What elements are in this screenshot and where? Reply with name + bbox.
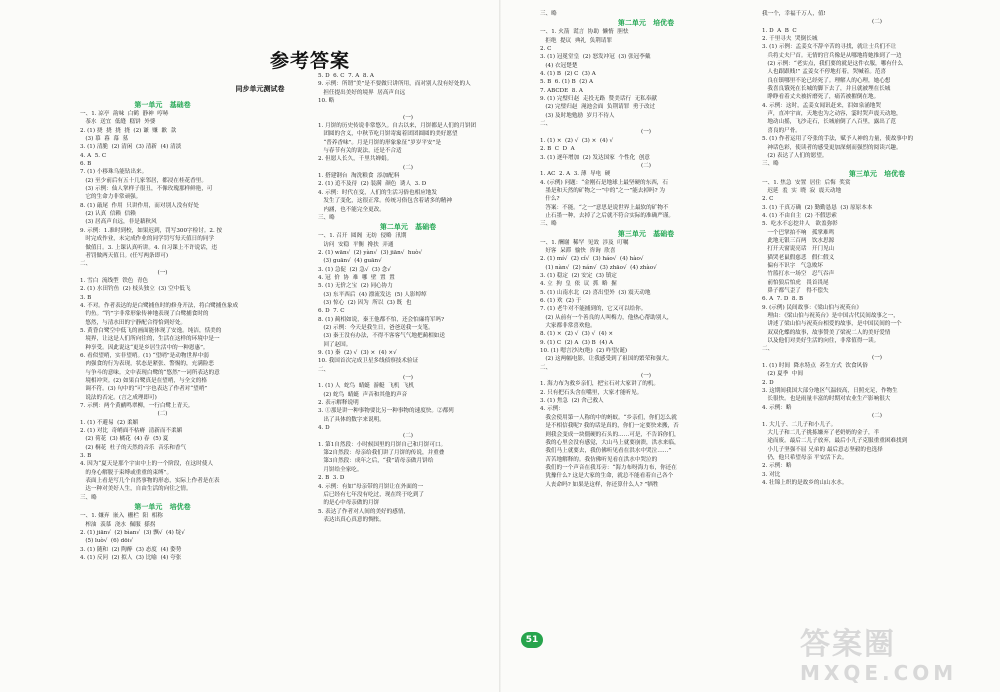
answer-line: 苦苦地解释的。我仿佛听见看在洪水中哭泣的 bbox=[540, 456, 658, 463]
answer-line: 3. (1) 清脆 (2) 清闲 (3) 清新 (4) 清淡 bbox=[80, 144, 182, 151]
answer-line: 以及他们对美好生活的向往，非常值得一读。 bbox=[762, 338, 880, 345]
answer-line: 9. 示例：所谓“美”是不要做只讲所用，而对别人没有好处的人 bbox=[318, 81, 471, 88]
answer-line: 二、 bbox=[80, 261, 92, 268]
answer-line: 则我会变成一块僵硬的石头的……可是，不告诉你们， bbox=[540, 431, 680, 438]
answer-line: 担任提出美好的境界 居高声自远 bbox=[318, 89, 406, 96]
answer-line: (3) 及时地勉励 岁月不待人 bbox=[540, 112, 615, 119]
answer-line: 4. 立 拘 皇 依 议 抓 略 握 bbox=[540, 281, 617, 288]
answer-line: 3. (1) 示例：孟姜女不辞辛苦的寻找，就让士兵们不让 bbox=[762, 44, 897, 51]
answer-line: 6. (1) 欢 (2) 于 bbox=[540, 298, 582, 304]
answer-line: 后已经有七年没有吃过，现在终于吃到了 bbox=[318, 491, 425, 498]
answer-line: 4. 壮锦上织的是故乡的山山水水。 bbox=[762, 479, 848, 486]
answer-line: 表面上看是写几个自然事物的形态，实际上作者是在表 bbox=[80, 478, 220, 485]
answer-line: (2) 示例：今天是我生日，爸爸送我一支笔。 bbox=[318, 324, 434, 331]
unit-header: 第三单元 培优卷 bbox=[848, 168, 906, 178]
answer-line: 回了赵国。 bbox=[318, 341, 352, 348]
answer-line: 1. 第1自然段：小时候国里的月饼自己和月饼可口。 bbox=[318, 441, 447, 448]
answer-line: 1. (1) 时间 降水特点 养生方式 饮食风俗 bbox=[762, 363, 868, 370]
answer-line: 仍，他只希望母亲 平安活下去。 bbox=[762, 454, 848, 461]
answer-line: 鼻子都气歪了 得不偿失 bbox=[762, 288, 829, 294]
answer-line: 兵将丈夫尸首。无情的官兵像是从哪地将她推到了一边 bbox=[762, 52, 902, 59]
column-1 bbox=[80, 100, 245, 685]
answer-line: 人也跟跟贱!” 孟姜女不停地打着，哭喊着。范喜 bbox=[762, 69, 887, 76]
answer-line: (二) bbox=[872, 19, 882, 26]
answer-line: 2. B 3. D bbox=[318, 475, 345, 482]
answer-line: (2) 完璧归赵 渑池会面 负荆请罪 勇于改过 bbox=[540, 104, 656, 111]
answer-line: 2. C bbox=[762, 196, 774, 203]
answer-line: 5. (1) 作者运用了夸张的手法，赋予人神的力量，使故事中的 bbox=[762, 136, 914, 143]
answer-line: (一) bbox=[157, 269, 168, 276]
answer-line: 一、1. 召开 圆阁 无纺 侵略 汛期 bbox=[318, 233, 407, 240]
answer-line: 2. 示例：略 bbox=[762, 463, 792, 470]
answer-line: 与春节有关的说法，还是不合适 bbox=[318, 148, 402, 155]
answer-line: 1. 月饼的历史传说非常悠久。自古以来，月饼都是人们的月饼团 bbox=[318, 123, 477, 130]
answer-line: 的身心解脱于束缚或重重的束缚”。 bbox=[80, 469, 173, 476]
answer-line: (二) bbox=[403, 433, 413, 440]
answer-line: 打开天窗说亮话 开门见山 bbox=[762, 246, 835, 253]
answer-line: 3. ①那是讲一种事物要比另一种事物的速度快。②都列 bbox=[318, 408, 454, 415]
answer-line: 茶水 送宜 低缝 糕饼 外婆 bbox=[80, 119, 156, 126]
page-fold bbox=[499, 0, 501, 692]
answer-line: 2. (1) mí√ (2) cǐ√ (3) háo√ (4) hào√ bbox=[540, 256, 644, 263]
answer-line: (一) bbox=[641, 373, 651, 380]
answer-line: (一) bbox=[403, 375, 413, 382]
answer-line: 我们马上就要去，我仿佛听见看在洪水中哭泣……” bbox=[540, 448, 672, 455]
answer-line: 2. (1) jiān√ (2) bìan√ (3) 飘√ (4) 绽√ bbox=[80, 529, 185, 536]
answer-line: 它的生命力非常顽强。 bbox=[80, 194, 142, 201]
answer-line: 小儿子坚强不屈 兄弟的 最后意志坚毅的也选择 bbox=[762, 446, 883, 453]
answer-line: 3. (1) 冠冕堂皇 (2) 怒发冲冠 (3) 张冠李戴 bbox=[540, 54, 651, 61]
answer-line: 此地无银三百两 饮水思源 bbox=[762, 237, 835, 244]
answer-line: 做值日。3. 上课认真听讲。4. 自习课上不许说话，违 bbox=[80, 244, 218, 251]
answer-line: 7. ABCDE 8. A bbox=[540, 87, 583, 94]
answer-line: (3) 惊心 (2) 因为 所以 (3) 既 也 bbox=[318, 299, 412, 306]
answer-line: 6. 看似望哨，实非望哨。(1) “望哨”是动物世界中弱 bbox=[80, 352, 209, 359]
answer-line: 3. B bbox=[80, 294, 92, 301]
answer-line: 我一个，幸福千万人，值! bbox=[762, 11, 826, 17]
answer-line: 4. A 5. C bbox=[80, 152, 107, 159]
answer-line: (2) 桐花 杜子的天然的音乐 音乐和香气 bbox=[80, 444, 187, 451]
answer-line: 4. (1) 不由自主 (2) 不假思索 bbox=[762, 212, 837, 219]
answer-line: 时完成作业，未完成作业的同学罚写每天值日的同学 bbox=[80, 236, 214, 243]
answer-line: 喜良的尸骨。 bbox=[762, 127, 801, 134]
answer-line: 发生了变化，这很正常。传统习俗包含着诸多的精神 bbox=[318, 198, 452, 205]
answer-line: 2. B C D A bbox=[540, 146, 575, 153]
answer-line: 团圆的含义，中秋节吃月饼寄寓着团团圆圆的美好愿望 bbox=[318, 131, 458, 138]
answer-line: 2. D bbox=[762, 379, 774, 386]
answer-line: 2. 但愿人长久，千里共婵娟。 bbox=[318, 156, 393, 163]
answer-line: 1. D A B C bbox=[762, 27, 797, 34]
answer-line: 答案：不能。“之一”意思是说世界上最软的矿物不 bbox=[540, 204, 669, 211]
answer-line: 长很快。也是雨量丰富的时期对农业生产影响很大 bbox=[762, 396, 891, 403]
answer-line: 3. (1) 千真万确 (2) 勤勤恳恳 (3) 原原本本 bbox=[762, 204, 873, 211]
answer-line: 达一种对美好人生，自由生活的向往之情。 bbox=[80, 486, 192, 493]
answer-line: 二、 bbox=[318, 366, 330, 373]
answer-line: 什么? bbox=[540, 196, 560, 203]
answer-line: 我的心里会没有感觉，大山马上就要崩溃，洪水来临， bbox=[540, 439, 680, 446]
answer-line: 悠然，与清水田的宁静配合得恰到好处。 bbox=[80, 319, 187, 326]
answer-line: 境相冲突。(2) 如果白鹭真是在望哨，与全文的格 bbox=[80, 378, 207, 384]
answer-line: 8. (1) 敲尾 作用 只讲作用，而对别人没有好处 bbox=[80, 202, 200, 209]
answer-line: 6. A 7. D 8. B bbox=[762, 296, 804, 303]
answer-line: 榨油 羡慕 浇水 佩服 搽拐 bbox=[80, 521, 156, 528]
answer-line bbox=[318, 105, 498, 113]
answer-line: 2. 只有把石头含在嘴里，大家才能听见。 bbox=[540, 389, 643, 396]
answer-line: 1. 海力布为救乡亲们，把宝石对大家讲了的机。 bbox=[540, 381, 659, 388]
answer-line: 境界，让这是人们所向往的，生活在这样的环境中是一 bbox=[80, 336, 220, 343]
answer-line: 8. (1) 蔺相如说，秦王他都不怕，还会怕廉将军吗? bbox=[318, 316, 445, 323]
answer-line: 2. (1) wān√ (2) yàn√ (3) jiān√ huò√ bbox=[318, 249, 423, 256]
answer-line: 7. (1) 老牛对不能捕到的，它又可以给你。 bbox=[540, 306, 647, 313]
answer-line: 拒绝 提议 典礼 负荆请罪 bbox=[540, 37, 612, 44]
answer-line: (2) 认真 信赖 信赖 bbox=[80, 211, 136, 218]
answer-line: 5. (1) 无价之宝 (2) 同心协力 bbox=[318, 283, 393, 290]
answer-line: (4) 衣冠楚楚 bbox=[540, 62, 578, 69]
answer-line: (二) bbox=[403, 164, 413, 171]
answer-line: 月饼给全家吃。 bbox=[318, 466, 363, 473]
answer-line: 7. (1) 小移珠乌能钻出来。 bbox=[80, 169, 148, 176]
unit-header: 第三单元 基础卷 bbox=[617, 228, 675, 238]
answer-line: (2) 荷花 (3) 橘花 (4) 春 (5) 夏 bbox=[80, 436, 169, 443]
answer-line: 4. 冠 价 协 难 哪 壁 置 置 bbox=[318, 274, 395, 281]
answer-line: 我喜良饿死在长城的脚下去了，并且就被埋在长城 bbox=[762, 86, 891, 93]
answer-line: 一个巴掌拍不响 孤掌难鸣 bbox=[762, 229, 835, 236]
unit-header: 第二单元 培优卷 bbox=[617, 18, 675, 28]
answer-line: 讲述了梁山伯与祝英台相爱的故事，是中国民间的一个 bbox=[762, 321, 902, 328]
answer-line: 3. (1) 逐年增加 (2) 发达国家 个性化 创意 bbox=[540, 154, 650, 161]
answer-line: (2) 夏季 中间 bbox=[762, 371, 803, 378]
answer-line: 4. (示例) 问题：“金刚石是地球上最坚硬的东西，石 bbox=[540, 179, 668, 186]
answer-line: 三、略 bbox=[80, 494, 97, 501]
answer-line: 前怕狼后怕虎 畏首畏尾 bbox=[762, 279, 829, 286]
answer-line: (2) 表达了人们的愿望。 bbox=[762, 152, 828, 159]
watermark-logo: 答案圈 MXQE.COM bbox=[800, 627, 958, 685]
answer-line: 一、1. 酬谢 稀罕 见效 涉及 叮嘱 bbox=[540, 239, 629, 246]
answer-line: 4. D bbox=[318, 425, 330, 432]
answer-line: (1) nàn√ (2) nán√ (3) zhāo√ (4) zhào√ bbox=[540, 264, 657, 271]
answer-line: “普养香味”。月是月饼的形象象征“岁岁平安”是 bbox=[318, 139, 442, 146]
answer-line: 止石墨一种，去掉了之后就不符合实际的准确严谨。 bbox=[540, 212, 674, 219]
answer-line: 5. (1) 山南水北 (2) 喜出望外 (3) 震天动地 bbox=[540, 289, 651, 296]
answer-line: 第2自然段：母亲给我们讲了月饼的传说，并重叠 bbox=[318, 450, 445, 457]
answer-line: 我们的一个声音在我耳旁：“海力布呀海力布，你还在 bbox=[540, 464, 677, 471]
answer-line: 是不相信我呢? 我的话是真的，你们一定要快来搬，否 bbox=[540, 423, 679, 430]
answer-line: 2. C bbox=[540, 46, 552, 53]
answer-line: 3. 对比 bbox=[762, 471, 781, 478]
answer-line: 9. (1) C (2) A (3) B (4) A bbox=[540, 339, 614, 346]
answer-line: (二) bbox=[641, 162, 651, 169]
answer-line: 声，直冲宇宙，天地也为之动容，霎时哭声震天动地， bbox=[762, 111, 902, 118]
answer-line: (3) 东平西后 (4) 漂流发达 (5) 人影绰绰 bbox=[318, 291, 427, 298]
answer-line: 一、1. 火箭 谎言 协助 懒惰 胆怯 bbox=[540, 29, 629, 36]
answer-line: 与争斗的意味。文中表现白鹭的“悠然”一词所表达的意 bbox=[80, 369, 220, 376]
answer-line: 1. (1) 人 蛇鸟 蜻蜓 游艇 飞机 飞机 bbox=[318, 383, 415, 390]
answer-line: 4. 示例：时代在变，人们的生活习俗也相应地发 bbox=[318, 189, 437, 196]
answer-line: 5. 黄昏白鹭空中低飞的画面能体现了安逸。纯洁，恬美的 bbox=[80, 327, 222, 334]
answer-line: (二) bbox=[157, 411, 168, 418]
answer-line: 10. 略 bbox=[318, 98, 335, 105]
answer-line: 4. 因为“夏天是那个宇宙中上的一个阶段，在这时使人 bbox=[80, 461, 214, 468]
answer-line: 良在镇哪里不论已经死了。理解人的心理，她心想 bbox=[762, 77, 891, 84]
answer-line: 一、1. 嫌弃 嵌入 栅栏 阳 相称 bbox=[80, 513, 163, 520]
answer-line: (二) bbox=[872, 413, 882, 420]
answer-line: (2) 蛇鸟 蜻蜓 声音和其他的声音 bbox=[318, 391, 408, 398]
answer-line: 3. (1) 急促 (2) 急√ (3) 念√ bbox=[318, 266, 391, 273]
answer-line: 5. D 6. C 7. A 8. A bbox=[318, 73, 374, 79]
answer-line: 6. D 7. C bbox=[318, 308, 345, 315]
answer-line: 三、略 bbox=[762, 161, 779, 168]
answer-line: 说法的否定。(言之成理即可) bbox=[80, 394, 157, 401]
answer-line: (3) 慕 暮 幕 墓 bbox=[80, 136, 129, 143]
answer-line: 9. (1) 完璧归赵 走投无路 赞美话行 无私奉献 bbox=[540, 96, 657, 103]
answer-line: 4. (1) B (2) C (3) A bbox=[540, 71, 596, 78]
answer-line: 1. (1) 不避易 (2) 柔媚 bbox=[80, 419, 139, 426]
page-subtitle: 同步单元测试卷 bbox=[235, 85, 285, 93]
answer-line: 三、略 bbox=[318, 214, 335, 221]
answer-line: (3) 秦王没有办法，不得不客客气气地把蔺相如送 bbox=[318, 333, 445, 340]
unit-header: 第一单元 基础卷 bbox=[134, 100, 191, 109]
answer-line: 钓鱼。“钓”字非常形象传神地表现了白鹭捕食时的 bbox=[80, 311, 209, 318]
answer-line: (5) luò√ (6) dōi√ bbox=[80, 538, 133, 545]
answer-line: 二、 bbox=[540, 364, 552, 371]
answer-line: (一) bbox=[403, 114, 413, 121]
answer-line: (2) 至少前后有五十几家邻居，都浸在桂花香里。 bbox=[80, 177, 207, 184]
answer-line: 三、略 bbox=[540, 221, 557, 228]
answer-line: 4. (1) 反问 (2) 拟人 (3) 比喻 (4) 夸张 bbox=[80, 554, 182, 561]
answer-line: 迟延 羞 实 晓 寂 震天动地 bbox=[762, 187, 842, 194]
answer-line: 2. 表示解释说明 bbox=[318, 400, 359, 407]
answer-line: 4. 不对。作者表达的是白鹭捕鱼时的修身开法，将白鹭捕鱼象成 bbox=[80, 302, 239, 309]
answer-line: 4. 示例：这时，孟姜女闻讯赶来，泪如泉涌地哭 bbox=[762, 102, 881, 109]
answer-line: 4. 示例：略 bbox=[762, 404, 792, 411]
answer-line: 的是心中母亲做的月饼 bbox=[318, 500, 380, 507]
page-number-badge: 51 bbox=[521, 632, 543, 648]
page-title: 参考答案 bbox=[269, 50, 350, 72]
answer-line: 4. 示例：有如“母亲带的月饼让在外面的一 bbox=[318, 483, 424, 490]
answer-line: 3. (1) 稳定 (2) 安定 (3) 镇定 bbox=[540, 272, 617, 279]
answer-line: 内涵，也不能完全更改。 bbox=[318, 206, 385, 213]
answer-line: 墨是和天然的矿物之一”中的“之一”能去掉吗? 为 bbox=[540, 187, 665, 194]
answer-line: 一、1. 焦急 安置 居住 后悔 奖赏 bbox=[762, 179, 851, 186]
answer-line: 出了具体的数字来说明。 bbox=[318, 416, 385, 423]
answer-line: 三、略 bbox=[540, 11, 557, 17]
answer-line: 2. (1) 挠 挠 挠 挠 (2) 谦 赚 歉 款 bbox=[80, 127, 177, 134]
answer-line: 大儿子和二儿子挑拣嫌弃了老奶奶的金子，半 bbox=[762, 429, 880, 436]
answer-line: 1. 搭建钢台 淘洗粮食 添加配料 bbox=[318, 173, 400, 180]
answer-line: (2) 示例：“老实点，我们要的就是这件衣服，哪有什么 bbox=[762, 61, 903, 68]
answer-line: 理由：《梁山伯与祝英台》是中国古代民间故事之一， bbox=[762, 313, 899, 320]
answer-line: 1. 雪白 流线型 铁色 青色 bbox=[80, 277, 149, 284]
answer-line: 2. 千里寻夫 哭倒长城 bbox=[762, 36, 818, 43]
answer-line: 犹豫什么? 这是大家的生命，就总不能看着自己各个 bbox=[540, 473, 674, 480]
answer-line: 地动山摇，飞沙走石，长城崩倒了八百里，露出了范 bbox=[762, 119, 896, 126]
answer-line: (2) 这两幅电影，让我感受到了祖国的繁荣和强大。 bbox=[540, 356, 673, 363]
answer-line: (3) guān√ (4) guān√ bbox=[318, 258, 382, 265]
column-4 bbox=[762, 10, 992, 630]
answer-line: 1. AC 2. A 3. 薄 导电 硬 bbox=[540, 171, 611, 178]
answer-line: 我会使用第一人称的中的蚂蚁。“乡亲们，你们怎么就 bbox=[540, 414, 677, 421]
answer-line: 第3自然段：成年之后，“我”请母亲做月饼给 bbox=[318, 458, 434, 465]
answer-line: 途而废。最后二儿子放弃，最后小儿子克服重重困难找到 bbox=[762, 438, 908, 445]
answer-line: 肉强食的行为表现，状态是紧张、警惕的，充满险恶 bbox=[80, 361, 214, 368]
answer-line: (一) bbox=[872, 354, 882, 361]
answer-line: 10. 我国首次完成卫星多线侦察技术验证 bbox=[318, 358, 419, 365]
column-3 bbox=[540, 10, 752, 690]
answer-line: 表达出真心真意的惆怅。 bbox=[318, 516, 385, 523]
unit-header: 第一单元 培优卷 bbox=[134, 502, 191, 512]
answer-line: 9. (1) 秦 (2) √ (3) × (4) ×√ bbox=[318, 350, 397, 356]
answer-line: 访问 安稳 平衡 搀扶 弄通 bbox=[318, 241, 394, 248]
answer-line: 5. 表达了作者对人间的美好的感情， bbox=[318, 508, 410, 515]
answer-line: 5. 吃水不忘挖井人 欲盖弥彰 bbox=[762, 221, 838, 228]
answer-line: 1. 大儿子、二儿子和小儿子。 bbox=[762, 421, 837, 428]
answer-line: (3) 示例：仙人掌样子很丑，不像玫瑰那样鲜艳，可 bbox=[80, 186, 213, 193]
answer-line: 3. (1) 焦急 (2) 舍己救人 bbox=[540, 398, 604, 405]
answer-line: 3. 这期间我国大部分地区气温较高，日照充足，作物生 bbox=[762, 388, 898, 395]
answer-line: 大家都非常喜欢他。 bbox=[540, 323, 596, 330]
answer-line: 9. 示例：1.准时到校，如果迟到，罚写300字检讨。2. 按 bbox=[80, 227, 223, 234]
answer-line: 竹篮打水一场空 忍气吞声 bbox=[762, 271, 835, 278]
answer-line: 者罚做两天值日。(任写两条即可) bbox=[80, 252, 169, 259]
answer-line: 好客 呆滞 愉快 咨询 欣喜 bbox=[540, 247, 616, 254]
answer-line: 调不符。(3) 句中的“可”字也表达了作者对“望哨” bbox=[80, 386, 208, 393]
answer-line: 猫哭老鼠假慈悲 假仁假义 bbox=[762, 254, 835, 261]
answer-line: 6. B bbox=[80, 161, 92, 168]
answer-line: 种享受。因此说这“更是乡居生活中的一种恩惠”。 bbox=[80, 344, 209, 351]
answer-line: 人丧命吗? 如果是这样，你还算什么人? ”牺牲 bbox=[540, 481, 659, 488]
answer-line: 1. (1) × (2) √ (3) × (4) √ bbox=[540, 137, 614, 144]
answer-line: 偏有不识字 气急败坏 bbox=[762, 262, 824, 269]
answer-line: 3. (1) 随和 (2) 陶醉 (3) 态度 (4) 姿势 bbox=[80, 546, 182, 553]
answer-line: 3. B bbox=[80, 453, 92, 460]
answer-line: 4. 示例： bbox=[540, 406, 564, 413]
unit-header: 第二单元 基础卷 bbox=[379, 222, 437, 232]
answer-line: 睁睁看着丈夫被折磨死了，痛苦被摧倒在地。 bbox=[762, 94, 880, 101]
answer-line: 7. 示例：两个黄鹂鸣翠柳，一行白鹭上青天。 bbox=[80, 403, 194, 410]
answer-line: (2) 从前有一个善良的人叫梅力，他热心帮助别人， bbox=[540, 314, 673, 321]
answer-line: 2. (1) 追不及待 (2) 装满 颜色 诱人 3. D bbox=[318, 181, 427, 188]
answer-line: (3) 居高声自远，非是藉秋风 bbox=[80, 219, 157, 226]
answer-line: 2. (1) 水田钓鱼 (2) 枝头独立 (3) 空中低飞 bbox=[80, 286, 191, 293]
answer-line: 双双化蝶的故事，故事赞美了梁祝二人的美好爱情 bbox=[762, 329, 891, 336]
answer-line: 二、 bbox=[762, 346, 774, 353]
answer-line: (一) bbox=[641, 129, 651, 136]
answer-line: 一、1. 凉亭 韵味 白鹤 静神 哼哧 bbox=[80, 111, 169, 117]
answer-line: 10. (1) 嗯言沙决(绝) (2) 咋望(诞) bbox=[540, 348, 628, 355]
answer-line: 2. (1) 对比 奇峭面不枯瘠 清新而不柔媚 bbox=[80, 428, 183, 435]
answer-line: 9. (示例) 民间故事：《梁山伯与祝英台》 bbox=[762, 304, 862, 311]
answer-line: 二、 bbox=[540, 121, 552, 128]
answer-line: 5. B 6. (1) B (2) A bbox=[540, 79, 594, 86]
answer-line: 8. (1) × (2) √ (3) √ (4) × bbox=[540, 331, 614, 338]
column-2 bbox=[318, 72, 498, 662]
answer-line: 神话色彩，使读者的感受更加深刻而强烈的阅读兴趣。 bbox=[762, 144, 902, 151]
